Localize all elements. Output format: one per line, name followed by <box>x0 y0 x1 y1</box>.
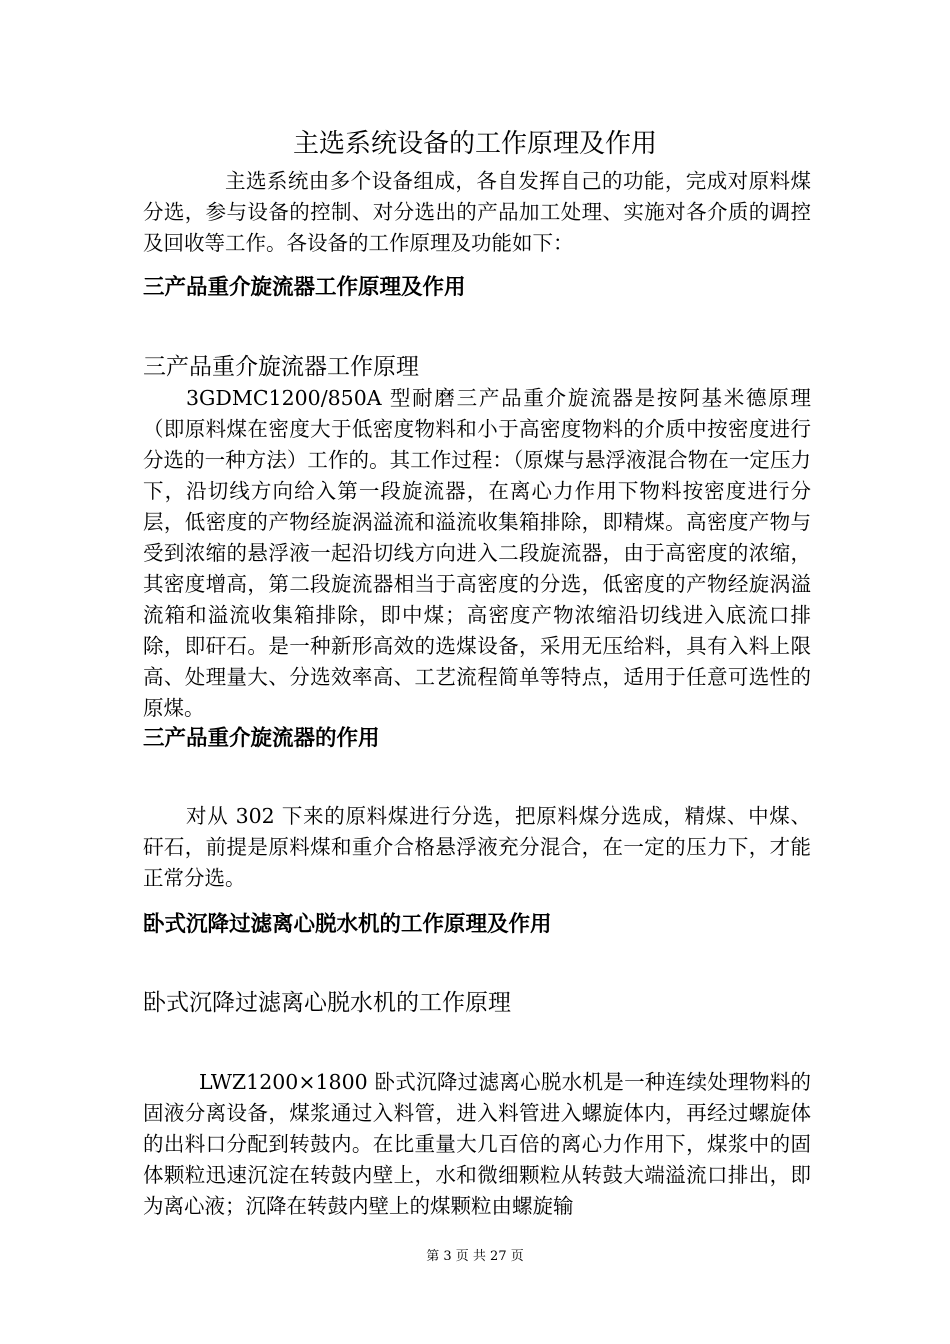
section-heading-centrifuge: 卧式沉降过滤离心脱水机的工作原理及作用 <box>143 912 552 937</box>
subheading-cyclone-function: 三产品重介旋流器的作用 <box>143 726 380 751</box>
page-footer: 第 3 页 共 27 页 <box>426 1249 524 1264</box>
document-title: 主选系统设备的工作原理及作用 <box>292 129 657 159</box>
cyclone-principle-paragraph: 3GDMC1200/850A 型耐磨三产品重介旋流器是按阿基米德原理（即原料煤在密度大于低密度物料和小于高密度物料的介质中按密度进行分选的一种方法）工作的。其工作过程：（原煤与悬浮液混合物在一定压力下，沿切线方向给入第一段旋流器，在离心力作用下物料按密度进行分层，低密度的产物经旋涡溢流和溢流收集箱排除，即精煤。高密度产物与受到浓缩的悬浮液一起沿切线方向进入二段旋流器，由于高密度的浓缩，其密度增高，第二段旋流器相当于高密度的分选，低密度的产物经旋涡溢流箱和溢流收集箱排除，即中煤；高密度产物浓缩沿切线进入底流口排除，即矸石。是一种新形高效的选煤设备，采用无压给料，具有入料上限高、处理量大、分选效率高、工艺流程简单等特点，适用于任意可选性的原煤。 <box>143 386 811 720</box>
section-heading-cyclone: 三产品重介旋流器工作原理及作用 <box>143 275 466 300</box>
subheading-centrifuge-principle: 卧式沉降过滤离心脱水机的工作原理 <box>143 990 511 1016</box>
cyclone-function-paragraph: 对从 302 下来的原料煤进行分选，把原料煤分选成，精煤、中煤、矸石，前提是原料煤和重介合格悬浮液充分混合，在一定的压力下，才能正常分选。 <box>143 804 811 890</box>
intro-paragraph: 主选系统由多个设备组成，各自发挥自己的功能，完成对原料煤分选，参与设备的控制、对分选出的产品加工处理、实施对各介质的调控及回收等工作。各设备的工作原理及功能如下： <box>143 169 811 255</box>
centrifuge-principle-paragraph: LWZ1200×1800 卧式沉降过滤离心脱水机是一种连续处理物料的固液分离设备，煤浆通过入料管，进入料管进入螺旋体内，再经过螺旋体的出料口分配到转鼓内。在比重量大几百倍的离心力作用下，煤浆中的固体颗粒迅速沉淀在转鼓内壁上，水和微细颗粒从转鼓大端溢流口排出，即为离心液；沉降在转鼓内壁上的煤颗粒由螺旋输 <box>143 1070 811 1218</box>
subheading-cyclone-principle: 三产品重介旋流器工作原理 <box>143 354 419 380</box>
